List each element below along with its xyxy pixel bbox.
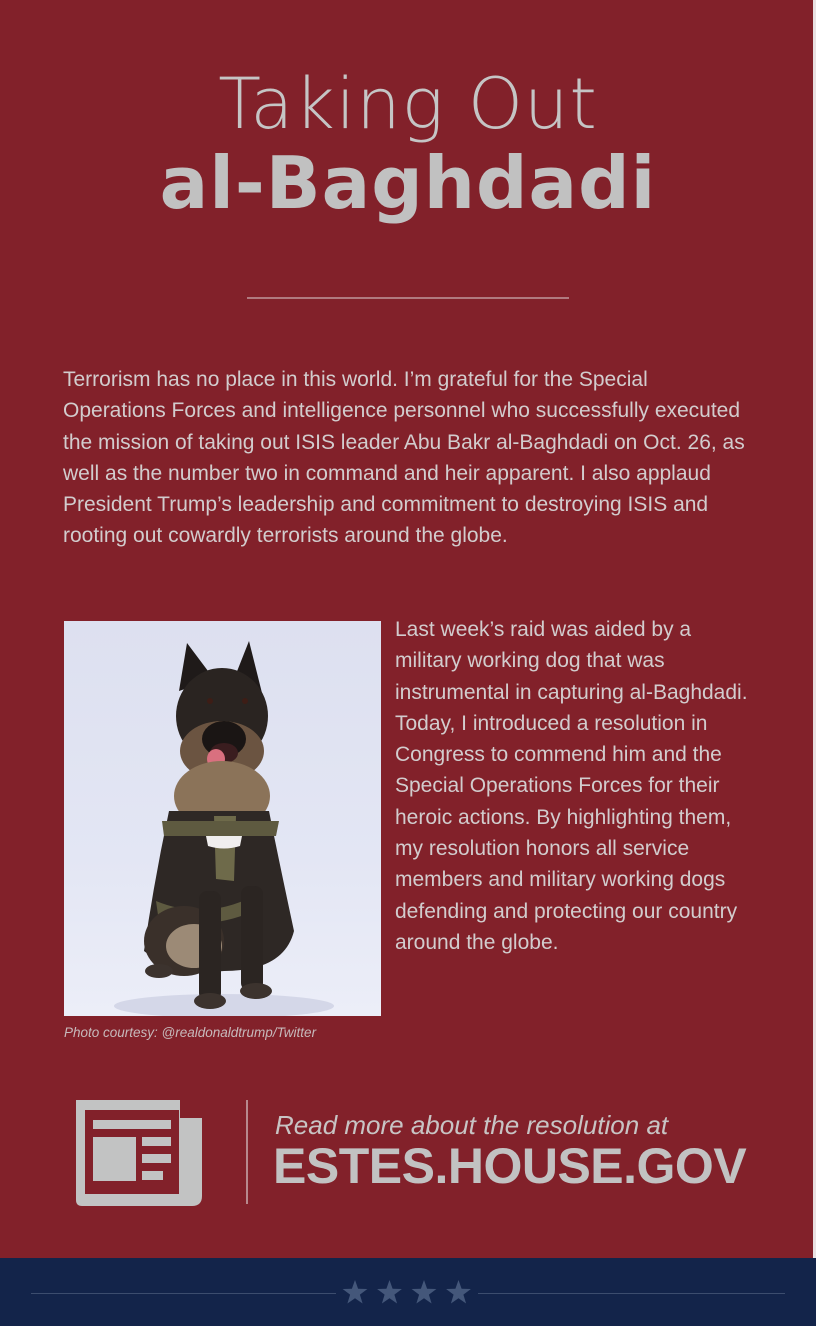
footer-line-left bbox=[31, 1293, 336, 1294]
intro-paragraph: Terrorism has no place in this world. I’m grateful for the Special Operations Forces and intelligence personnel who successfully executed the mission of taking out ISIS leader Abu Bakr al-Baghdadi on Oct. 26, as well as the number two in command and heir apparent. I also applaud President Trump’s leadership and commitment to destroying ISIS and rooting out cowardly terrorists around the globe. bbox=[63, 368, 745, 548]
star-icon bbox=[377, 1280, 402, 1304]
website-link[interactable]: ESTES.HOUSE.GOV bbox=[273, 1138, 747, 1194]
cta-text: Read more about the resolution at bbox=[275, 1110, 669, 1140]
footer-line-right bbox=[478, 1293, 785, 1294]
side-paragraph: Last week’s raid was aided by a military working dog that was instrumental in capturing al-Baghdadi. Today, I introduced a resolution in Congress to commend him and the Special Operations Forces for their heroic actions. By highlighting them, my resolution honors all service members and military working dogs defending and protecting our country around the globe. bbox=[395, 618, 748, 954]
newspaper-icon bbox=[76, 1100, 216, 1211]
star-icon bbox=[446, 1280, 471, 1304]
star-icon bbox=[343, 1280, 368, 1304]
title-line-1: Taking Out bbox=[218, 63, 598, 145]
star-icon bbox=[412, 1280, 437, 1304]
photo-caption: Photo courtesy: @realdonaldtrump/Twitter bbox=[64, 1025, 317, 1040]
dog-illustration bbox=[64, 621, 381, 1016]
dog-photo bbox=[64, 621, 381, 1016]
title-line-2: al-Baghdadi bbox=[159, 141, 657, 225]
title-divider bbox=[247, 297, 569, 299]
footer-stars bbox=[338, 1278, 478, 1313]
cta-divider bbox=[246, 1100, 248, 1204]
